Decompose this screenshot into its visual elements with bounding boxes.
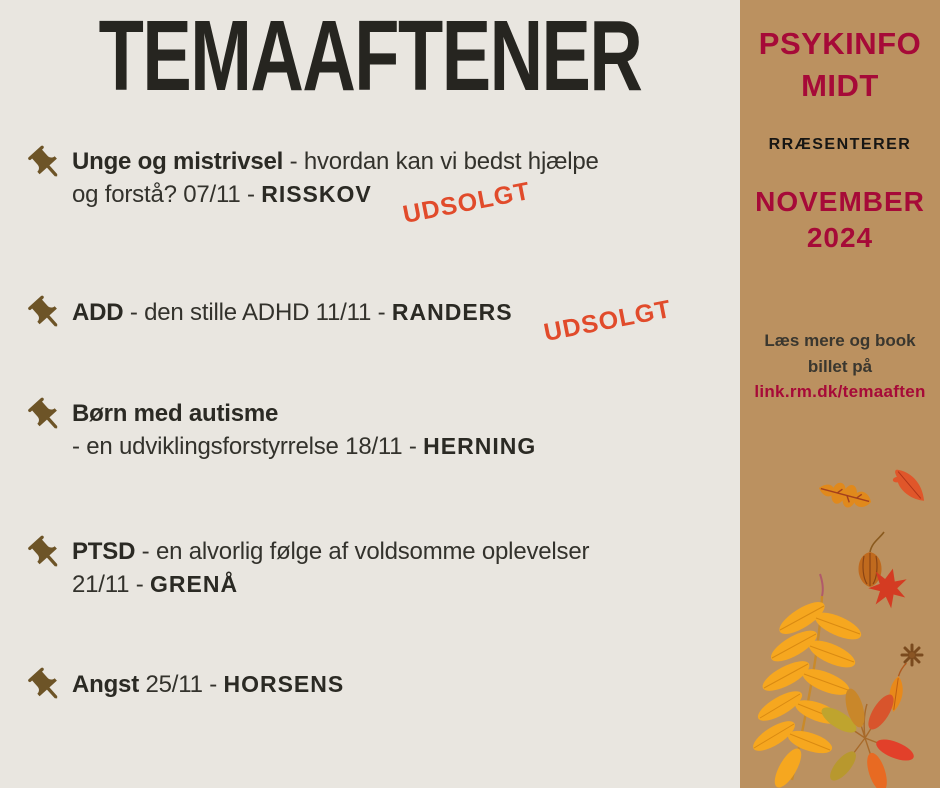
cta-text-line2: billet på: [807, 357, 873, 376]
event-title: Angst: [72, 671, 139, 698]
autumn-leaves-decoration: [740, 428, 940, 788]
event-location: RANDERS: [391, 299, 513, 325]
oak-leaf-image: [816, 477, 874, 513]
event-date: og forstå? 07/11 -: [72, 181, 262, 208]
event-item-born-med-autisme: [26, 398, 726, 463]
event-item-ptsd: [26, 536, 726, 601]
cta-text-line1: Læs mere og book: [764, 331, 916, 350]
pushpin-icon: [26, 396, 66, 436]
month-label: NOVEMBER: [755, 186, 925, 217]
event-location: HERNING: [423, 433, 537, 459]
sidebar-panel: [740, 0, 940, 788]
year-label: 2024: [806, 222, 874, 253]
event-date: 25/11 -: [139, 671, 224, 698]
pushpin-icon: [26, 666, 66, 706]
star-anise-image: [902, 645, 922, 665]
event-item-add: [26, 294, 726, 348]
pushpin-icon: [26, 534, 66, 574]
event-location: RISSKOV: [261, 181, 372, 207]
event-text: [66, 294, 674, 348]
event-text: [66, 668, 344, 701]
event-title: Børn med autisme: [72, 400, 279, 427]
event-title: ADD: [72, 299, 124, 326]
event-title: Unge og mistrivsel: [72, 148, 284, 175]
event-text: [66, 146, 599, 230]
event-location: GRENÅ: [150, 571, 239, 597]
event-description: - en alvorlig følge af voldsomme oplevelser: [135, 538, 590, 565]
booking-link[interactable]: link.rm.dk/temaaften: [754, 382, 926, 401]
soldout-badge: UDSOLGT: [400, 176, 533, 230]
soldout-badge: UDSOLGT: [541, 294, 674, 348]
pushpin-icon: [26, 144, 66, 184]
creeper-leaf-image: [818, 687, 917, 788]
event-description: - en udviklingsforstyrrelse 18/11 -: [72, 433, 424, 460]
event-item-unge-og-mistrivsel: [26, 146, 726, 230]
presents-label: RRÆSENTERER: [768, 136, 912, 153]
event-text: [66, 536, 589, 601]
event-date: 21/11 -: [72, 571, 151, 598]
event-item-angst: [26, 668, 726, 706]
event-description: - den stille ADHD 11/11 -: [123, 299, 392, 326]
page-title: TEMAAFTENER: [98, 0, 642, 112]
event-text: [66, 398, 536, 463]
event-title: PTSD: [72, 538, 136, 565]
event-description: - hvordan kan vi bedst hjælpe: [283, 148, 599, 175]
brand-name-line1: PSYKINFO: [758, 26, 922, 61]
red-leaf-image: [888, 467, 932, 505]
event-location: HORSENS: [223, 671, 345, 697]
pushpin-icon: [26, 294, 66, 334]
brand-name-line2: MIDT: [801, 68, 879, 103]
